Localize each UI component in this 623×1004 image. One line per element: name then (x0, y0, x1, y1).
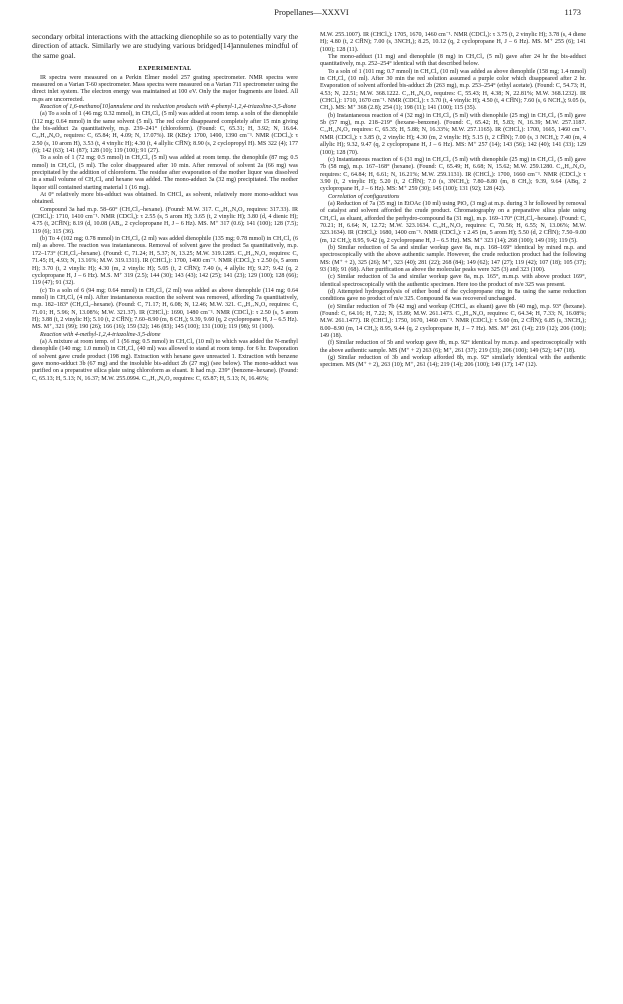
paragraph: Compound 3a had m.p. 58–60° (CH₂Cl₂–hexane). (Found: M.W. 317. C₁₉H₁₅N₃O₂ requires: 317.33). IR (CHCl₃): 1710, 1410 cm⁻¹. NMR (CDCl₃): τ 2.55 (s, 5 arom H); 3.65 (t, 2 vinylic H); 3.80 (d, 4 dienic H); 4.75 (t, 2CH̅N); 8.19 (d, 10.08 (AB₂, 2 cyclopropane H, J – 6 Hz). MS. M⁺ 317 (0.6); 141 (100); 128 (7.5); 119 (6); 115 (36). (32, 206, 298, 235)
paragraph: (g) Similar reduction of 3b and workup afforded 8b, m.p. 92° similarly identical with the authentic specimen. MS (M⁺ + 2), 263 (10); M⁺, 261 (14); 219 (14); 206 (100); 149 (17); 147 (12). (320, 355, 586, 369)
paragraph: (a) To a soln of 1 (46 mg; 0.32 mmol), in CH₂Cl₂ (5 ml) was added at room temp. a soln of the dienophile (112 mg; 0.64 mmol) in the same solvent (5 ml). The red color disappeared completely after 15 min giving the bis-adduct 2a quantitatively, m.p. 239–241° (chloroform). (Found: C, 65.31; H, 3.92; N, 16.64. C₂₃H₁₈N₆O₄ requires: C, 65.84; H, 4.09; N, 17.07%). IR (KBr): 1700, 1490, 1390 cm⁻¹. NMR (CDCl₃): τ 2.50 (s, 10 arom H), 3.53 (t, 4 vinylic H); 4.30 (t, 4 allylic CH̅N); 8.90 (s, 2 cyclopropyl H). MS 322 (4); 177 (6); 142 (63); 141 (87); 128 (10); 119 (100); 91 (27). (32, 111, 298, 154)
paragraph: (a) Reduction of 7a (35 mg) in EtOAc (10 ml) using PtO₂ (3 mg) at m.p. during 3 hr followed by removal of catalyst and solvent afforded the crude product. Chromatography on a preparative silica plate using CH₂Cl₂ as eluant, afforded the perhydro-compound 8a (31 mg), m.p. 169–170° (CH₂Cl₂–hexane). (Found: C, 70.21; H, 6.64; N, 12.72; M.W. 323.1634. C₁₉H₂₁N₃O₂ requires: C, 70.56; H, 6.55; N, 13.06%; M.W. 323.1634). IR (CHCl₃): 1680, 1400 cm⁻¹. NMR (CDCl₃): τ 2.45 (m, 5 arom H); 5.50 (d, 2 CH̅N); 7.50–9.00 (m, 12 CH₂); 8.95, 9.42 (q, 2 cyclopropane H, J – 6.5 Hz). MS. M⁺ 323 (14); 268 (100); 149 (19); 119 (5). (320, 200, 586, 244)
paragraph: (f) Similar reduction of 5b and workup gave 8b, m.p. 92° identical by m.m.p. and spectroscopically with the above authentic sample. MS (M⁺ + 2) 263 (6); M⁺, 261 (37); 219 (33); 206 (100); 149 (52); 147 (18). (320, 340, 586, 354)
section-heading-methyl: Reaction with 4-methyl-1,2,4-triazoline-3,5-dione (40, 331, 161, 338)
paragraph: (a) A mixture at room temp. of 1 (56 mg; 0.5 mmol) in CH₂Cl₂ (10 ml) to which was added the N-methyl dienophile (140 mg; 1.0 mmol) in CH₂Cl₂ (40 ml) was allowed to stand at room temp. for 6 hr. Evaporation of solvent gave crude product (198 mg). Extraction with hexane gave unreacted 1. Extraction with benzene gave mono-adduct 3b (67 mg) and the insoluble bis-adduct 2b (27 mg) (see below). The mono-adduct was purified on a preparative silica plate using chloroform as eluant. It had m.p. 239° (benzene–hexane). (Found: C, 65.13; H, 5.13; N, 16.37; M.W. 255.0994. C₁₄H₁₃N₃O₂ requires: C, 65.87; H, 5.13; N, 16.46%; (32, 338, 298, 382)
paragraph: (c) To a soln of 6 (94 mg; 0.64 mmol) in CH₂Cl₂ (2 ml) was added as above dienophile (114 mg; 0.64 mmol) in CH₂Cl₂ (4 ml). After instantaneous reaction the solvent was removed, affording 7a quantitatively, m.p. 182–183° (CH₂Cl₂–hexane). (Found: C, 71.17; H, 6.08; N, 12.46; M.W. 321. C₁₉H₁₇N₃O₂ requires: C, 71.01; H, 5.96; N, 13.08%; M.W. 321.37). IR (CHCl₃): 1690, 1480 cm⁻¹. NMR (CDCl₃): τ 2.50 (s, 5 arom H); 3.88 (t, 2 vinylic H); 5.10 (t, 2 CH̅N); 7.60–8.90 (m, 8 CH₂); 9.39, 9.60 (q, 2 cyclopropane H, J – 6.5 Hz). MS. M⁺, 321 (99); 190 (26); 166 (16); 159 (32); 146 (83); 145 (100); 131 (100); 119 (98); 91 (100). (32, 287, 298, 331)
paragraph: (b) Similar reduction of 5a and similar workup gave 8a, m.p. 168–169° identical by mixed m.p. and spectroscopically with the above authentic sample. However, the crude reduction product had the following MS: (M⁺ + 2), 325 (26); M⁺, 323 (40); 281 (22); 268 (84); 149 (62); 147 (27); 119 (42); 107 (18); 105 (37); 93 (18); 91 (68). After purification as above the molecular peaks were 325 (3) and 323 (100). (320, 244, 586, 273)
section-heading-correlation: Correlation of configurations (328, 193, 400, 200)
running-title: Propellanes—XXXVI (274, 8, 349, 17)
paragraph: (c) Similar reduction of 3a and similar workup gave 8a, m.p. 165°, m.m.p. with above product 169°, identical spectroscopically with the authentic specimen. Here too the product of m/e 325 was present. (320, 274, 586, 288)
paragraph: To a soln of 1 (101 mg; 0.7 mmol) in CH₂Cl₂ (10 ml) was added as above dienophile (158 mg; 1.4 mmol) in CH₂Cl₂ (10 ml). After 30 min the red solution assumed a purple color which disappeared after 2 hr. Evaporation of solvent afforded bis-adduct 2b (263 mg), m.p. 253–254° (ethyl acetate). (Found: C, 54.73; H, 4.53; N, 22.51; M.W. 368.1222. C₁₇H₁₆N₆O₄ requires: C, 55.43; H, 4.38; N, 22.81%; M.W. 368.1232). IR (CHCl₃): 1710, 1670 cm⁻¹. NMR (CDCl₃): τ 3.70 (t, 4 vinylic H); 4.50 (t, 4 CH̅N); 7.60 (s, 6 NCH₃); 9.05 (s, CH₂). MS: M⁺ 368 (2.8); 254 (1); 198 (11); 141 (100); 115 (35). (320, 68, 586, 112)
experimental-heading: EXPERIMENTAL (138, 66, 192, 73)
paragraph: To a soln of 1 (72 mg; 0.5 mmol) in CH₂Cl₂ (5 ml) was added at room temp. the dienophile (87 mg; 0.5 mmol) in CH₂Cl₂ (5 ml). The color disappeared after 10 min. After removal of solvent 2a (66 mg) was precipitated by the addition of chloroform. The residue after evaporation of the mother liquor was dissolved in a small volume of CH₂Cl₂ and hexane was added. The mono-adduct 3a (32 mg) precipitated. The mother liquor still contained starting material 1 (16 mg). (32, 155, 298, 191)
paragraph: (c) Instantaneous reaction of 6 (31 mg) in CH₂Cl₂ (5 ml) with dienophile (25 mg) in CH₂Cl₂ (5 ml) gave 7b (58 mg), m.p. 167–168° (hexane). (Found: C, 65.49; H, 6.68; N, 15.62; M.W. 259.1280. C₁₄H₁₇N₃O₂ requires: C, 64.84; H, 6.61; N, 16.21%; M.W. 259.1131). IR (CHCl₃): 1700, 1660 cm⁻¹. NMR (CDCl₃): τ 3.90 (t, 2 vinylic H); 5.20 (t, 2 CH̅N); 7.0 (s, 3NCH₃); 7.80–8.80 (m, 8 CH₂); 9.39, 9.64 (ABq, 2 cyclopropane H, J – 6 Hz). MS: M⁺ 259 (30); 145 (100); 131 (92); 128 (42). (320, 156, 586, 193)
paragraph: (e) Similar reduction of 7b (42 mg) and workup (CHCl₃ as eluant) gave 8b (40 mg), m.p. 93° (hexane). (Found: C, 64.16; H, 7.22; N, 15.89; M.W. 261.1473. C₁₄H₁₉N₃O₂ requires: C, 64.34; H, 7.33; N, 16.08%; M.W. 261.1477). IR (CHCl₃): 1750, 1670, 1460 cm⁻¹. NMR (CDCl₃): τ 5.60 (m, 2 CH̅N); 6.85 (s, 3NCH₃); 8.00–8.90 (m, 14 CH₂); 8.95, 9.44 (q, 2 cyclopropane H, J – 7 Hz). MS. M⁺ 261 (14); 219 (12); 206 (100); 149 (18). (320, 303, 586, 340)
running-header (30, 8, 593, 22)
experimental-paragraph: IR spectra were measured on a Perkin Elmer model 257 grating spectrometer. NMR spectra were measured on a Varian T-60 spectrometer. Mass spectra were measured on a Varian 711 spectrometer using the direct inlet system. The electron energy was maintained at 100 eV. Only the major fragments are listed. All m.ps are uncorrected. (32, 74, 298, 103)
paragraph: The mono-adduct (11 mg) and dienophile (8 mg) in CH₂Cl₂ (5 ml) gave after 24 hr the bis-adduct quantitatively, m.p. 252–254° identical with that described below. (320, 54, 586, 68)
section-heading-phenyl: Reaction of 1,6-methano[10]annulene and its reduction products with 4-phenyl-1,2,4-triazoline-3,5-dione (40, 103, 297, 110)
paragraph: At 0° relatively more bis-adduct was obtained. In CHCl₃ as solvent, relatively more mono-adduct was obtained. (32, 192, 298, 206)
paragraph: (d) Attempted hydrogenolysis of either bond of the cyclopropane ring in 8a using the same reduction conditions gave no product of m/e 325. Compound 8a was recovered unchanged. (320, 289, 586, 303)
paragraph: (b) To 4 (102 mg; 0.78 mmol) in CH₂Cl₂ (2 ml) was added dienophile (135 mg; 0.78 mmol) in CH₂Cl₂ (6 ml) as above. The reaction was instantaneous. Removal of solvent gave the product 5a quantitatively, m.p. 172–173° (CH₂Cl₂–hexane). (Found: C, 71.24; H, 5.37; N, 13.25; M.W. 319.1285. C₁₉H₁₅N₃O₂ requires: C, 71.45; H, 4.93; N, 13.16%; M.W. 319.1311). IR (CHCl₃): 1700, 1400 cm⁻¹. NMR (CDCl₃): τ 2.50 (s, 5 arom H); 3.70 (t, 2 vinylic H); 4.30 (m, 2 vinylic H); 5.05 (t, 2 CH̅N); 7.40 (s, 4 allylic H); 9.27; 9.42 (q, 2 cyclopropane H, J – 6 Hz). M.S. M⁺ 319 (2.5); 144 (30); 143 (43); 142 (25); 141 (23); 129 (100); 128 (66); 119 (47); 91 (32). (32, 236, 298, 287)
paragraph: M.W. 255.1007). IR (CHCl₃): 1705, 1670, 1460 cm⁻¹. NMR (CDCl₃): τ 3.75 (t, 2 vinylic H); 3.78 (s, 4 diene H); 4.80 (t, 2 CH̅N); 7.00 (s, 3NCH₃); 8.25, 10.12 (q, 2 cyclopropane H, J – 6 Hz). MS. M⁺ 255 (6); 141 (100); 128 (11). (320, 32, 586, 53)
left-column (32, 32, 298, 383)
intro-paragraph: secondary orbital interactions with the attacking dienophile so as to potentially vary the direction of attack. Similarly we are studying various bridged[14]annulenes mindful of the same goal. (32, 32, 298, 60)
paragraph: (b) Instantaneous reaction of 4 (32 mg) in CH₂Cl₂ (5 ml) with dienophile (25 mg) in CH₂Cl₂ (5 ml) gave 5b (57 mg), m.p. 218–219° (hexane–benzene). (Found: C, 65.42; H, 5.83; N, 16.39; M.W. 257.1187. C₁₄H₁₅N₃O₂ requires: C, 65.35; H, 5.88; N, 16.33%; M.W. 257.1165). IR (CHCl₃): 1700, 1665, 1460 cm⁻¹. NMR (CDCl₃): τ 3.85 (t, 2 vinylic H); 4.30 (m, 2 vinylic H); 5.15 (t, 2 CH̅N); 7.00 (s, 3 NCH₃); 7.40 (m, 4 allylic H); 9.32, 9.47 (q, 2 cyclopropane H, J – 6 Hz). MS: M⁺ 257 (14); 143 (56); 142 (40); 141 (33); 129 (100); 128 (70). (320, 112, 586, 156)
page-number: 1173 (564, 8, 581, 17)
right-column (320, 32, 586, 370)
